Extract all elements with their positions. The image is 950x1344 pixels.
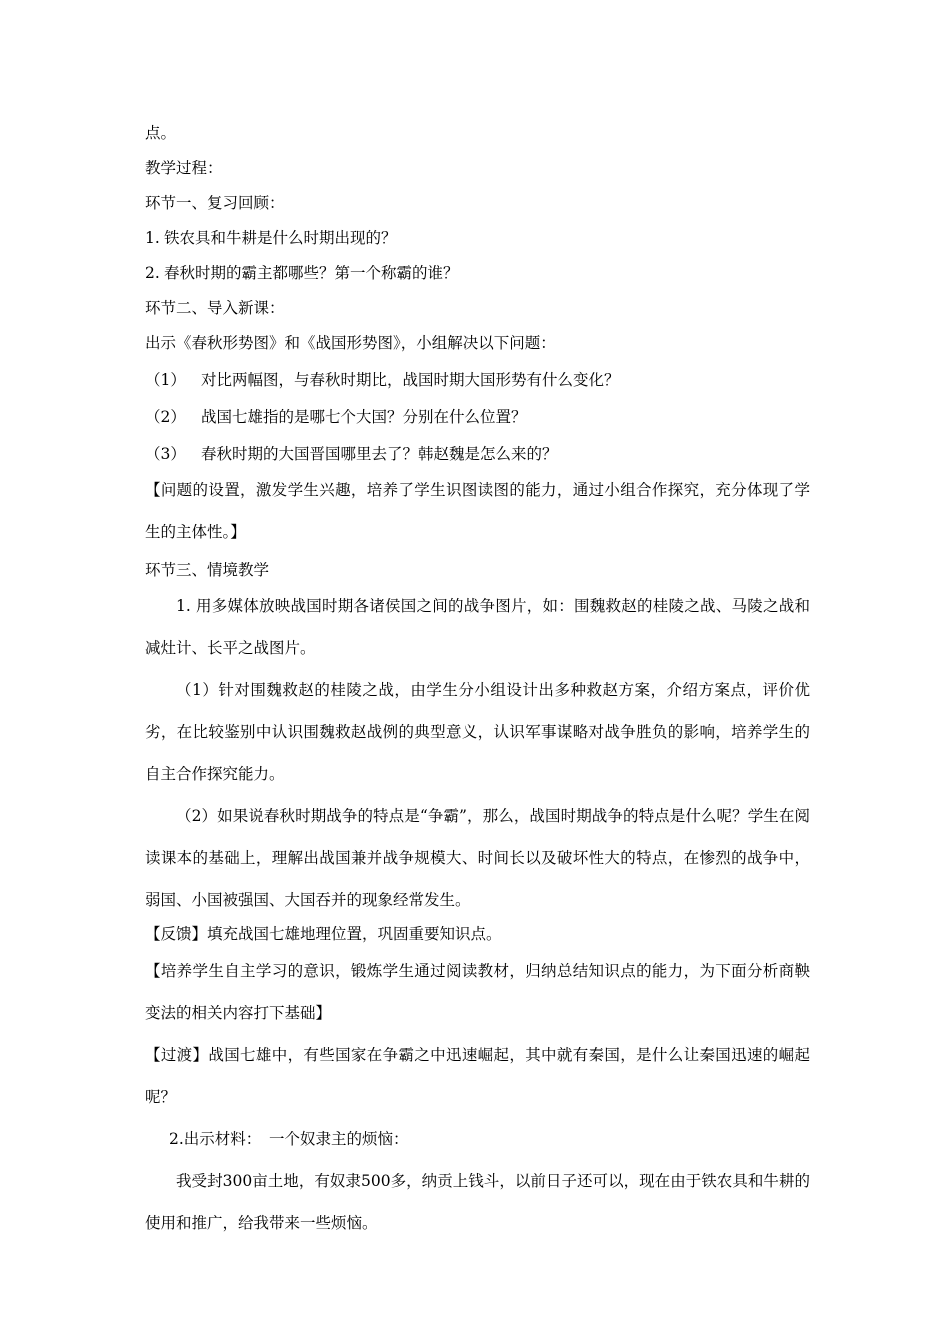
list-number: （2） (145, 408, 186, 426)
list-text: 对比两幅图，与春秋时期比，战国时期大国形势有什么变化？ (201, 371, 620, 389)
text-line: 点。 (145, 124, 177, 142)
paragraph: 我受封300亩土地，有奴隶500多，纳贡上钱斗，以前日子还可以，现在由于铁农具和牛耕的使用和推广，给我带来一些烦恼。 (145, 1172, 810, 1232)
list-text: 战国七雄指的是哪七个大国？分别在什么位置？ (201, 408, 527, 426)
review-question-1 (145, 225, 810, 251)
feedback-note: 【反馈】填充战国七雄地理位置，巩固重要知识点。 (145, 925, 502, 943)
section-heading: 环节二、导入新课： (145, 299, 285, 317)
list-number: （1） (145, 371, 186, 389)
section-heading: 环节三、情境教学 (145, 561, 270, 579)
group-question-2 (145, 404, 810, 430)
list-number: （3） (145, 445, 186, 463)
paragraph: 1. 用多媒体放映战国时期各诸侯国之间的战争图片，如：围魏救赵的桂陵之战、马陵之战和减灶计、长平之战图片。 (145, 597, 810, 657)
transition-note: 【过渡】战国七雄中，有些国家在争霸之中迅速崛起，其中就有秦国，是什么让秦国迅速的崛起呢？ (145, 1046, 810, 1106)
list-text: 春秋时期的霸主都哪些？第一个称霸的谁？ (164, 264, 459, 282)
list-number: 1. (145, 229, 160, 247)
design-note: 【问题的设置，激发学生兴趣，培养了学生识图读图的能力，通过小组合作探究，充分体现了学生的主体性。】 (145, 481, 810, 541)
document-page (145, 120, 810, 1244)
section-heading: 环节一、复习回顾： (145, 194, 285, 212)
section-heading: 教学过程： (145, 159, 223, 177)
text-line: 出示《春秋形势图》和《战国形势图》，小组解决以下问题： (145, 334, 556, 352)
material-heading: 2.出示材料： 一个奴隶主的烦恼： (169, 1130, 409, 1148)
paragraph: （1）针对围魏救赵的桂陵之战，由学生分小组设计出多种救赵方案，介绍方案点，评价优劣，在比较鉴别中认识围魏救赵战例的典型意义，认识军事谋略对战争胜负的影响，培养学生的自主合作探究能力。 (145, 681, 810, 783)
group-question-1 (145, 367, 810, 393)
list-number: 2. (145, 264, 160, 282)
list-text: 春秋时期的大国晋国哪里去了？韩赵魏是怎么来的？ (201, 445, 558, 463)
design-note: 【培养学生自主学习的意识，锻炼学生通过阅读教材，归纳总结知识点的能力，为下面分析商鞅变法的相关内容打下基础】 (145, 962, 810, 1022)
group-question-3 (145, 441, 810, 467)
list-text: 铁农具和牛耕是什么时期出现的？ (164, 229, 397, 247)
review-question-2 (145, 260, 810, 286)
paragraph: （2）如果说春秋时期战争的特点是“争霸”，那么，战国时期战争的特点是什么呢？学生在阅读课本的基础上，理解出战国兼并战争规模大、时间长以及破坏性大的特点，在惨烈的战争中，弱国、小国被强国、大国吞并的现象经常发生。 (145, 807, 810, 909)
